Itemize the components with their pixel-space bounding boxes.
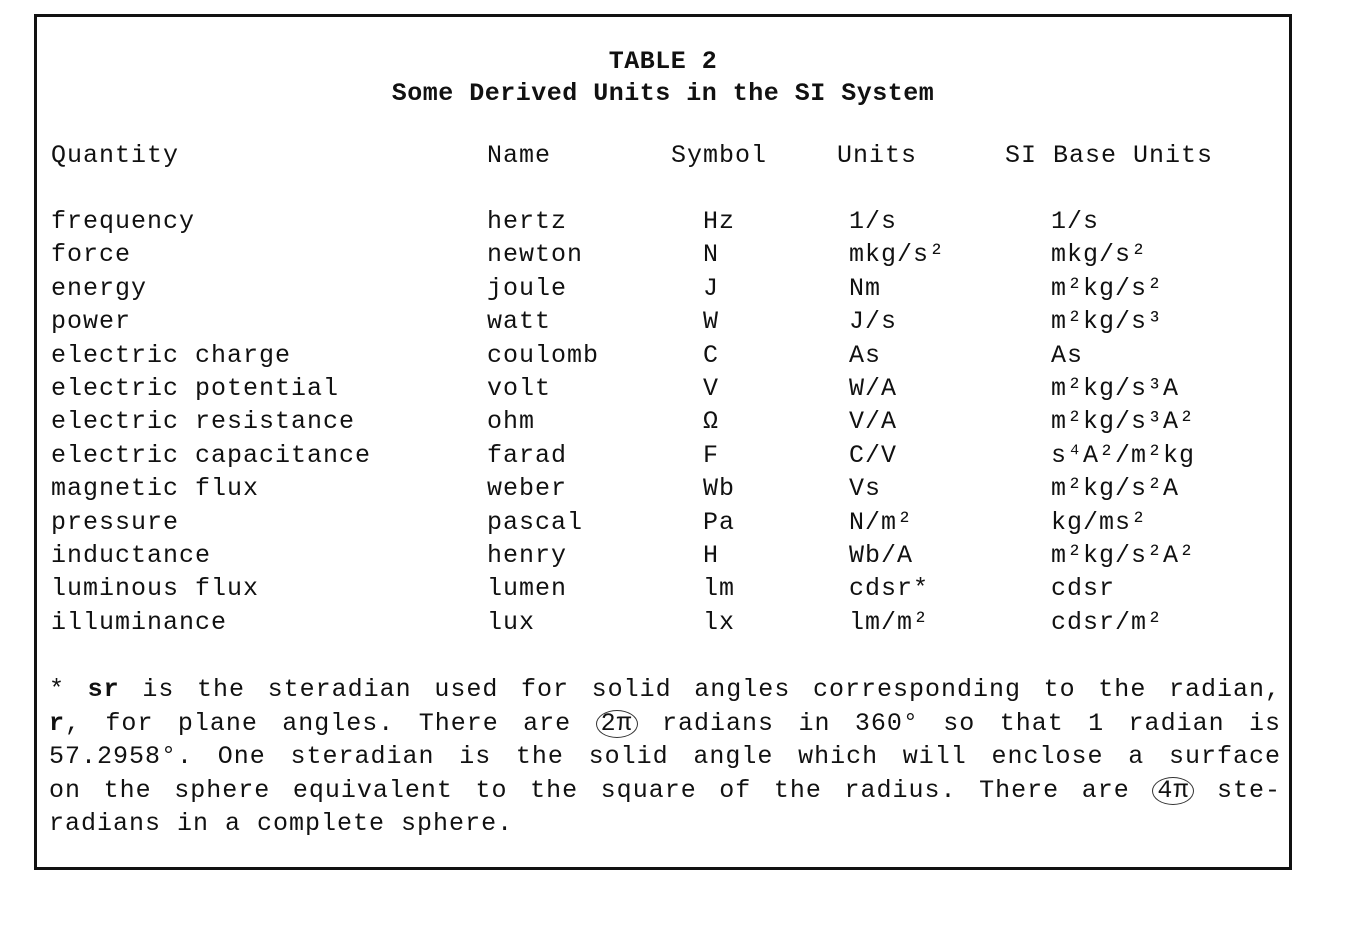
table-row [37, 574, 1289, 607]
table-row [37, 240, 1289, 273]
table-title: Some Derived Units in the SI System [391, 79, 935, 108]
column-header-quantity: Quantity [51, 141, 180, 170]
table-row [37, 541, 1289, 574]
base-units-cell: 1/s [1051, 207, 1100, 236]
name-cell: lux [487, 607, 536, 637]
column-header-units: Units [837, 141, 918, 170]
table-row [37, 508, 1289, 541]
column-header-si-base-units: SI Base Units [1005, 141, 1214, 170]
units-cell: As [849, 340, 882, 370]
quantity-cell: frequency [51, 207, 196, 236]
symbol-cell: Ω [703, 407, 720, 437]
name-cell: watt [487, 307, 552, 337]
quantity-cell: power [51, 307, 132, 337]
table-row [37, 207, 1289, 240]
two-pi-circled: 2π [596, 710, 638, 738]
footnote-line: radians in a complete sphere. [49, 809, 514, 839]
quantity-cell: inductance [51, 540, 212, 570]
name-cell: volt [487, 373, 552, 403]
footnote-line [49, 774, 1281, 808]
name-cell: joule [487, 273, 568, 303]
units-cell: C/V [849, 440, 898, 470]
name-cell: hertz [487, 207, 568, 236]
units-cell: lm/m² [849, 607, 930, 637]
asterisk: * [49, 675, 88, 704]
symbol-cell: W [703, 307, 720, 337]
symbol-cell: J [703, 273, 720, 303]
footnote-text: radians in 360° so that 1 radian is [637, 708, 1281, 738]
units-cell: W/A [849, 373, 898, 403]
symbol-cell: Hz [703, 207, 736, 236]
table-body [37, 207, 1289, 641]
name-cell: coulomb [487, 340, 600, 370]
r-term: r [49, 708, 66, 738]
footnote-line: 57.2958°. One steradian is the solid angle which will enclose a surface [49, 742, 1281, 772]
base-units-cell: mkg/s² [1051, 240, 1148, 270]
column-header-name: Name [487, 141, 552, 170]
name-cell: newton [487, 240, 584, 270]
name-cell: pascal [487, 507, 584, 537]
footnote-text: , for plane angles. There are [65, 708, 596, 738]
quantity-cell: electric capacitance [51, 440, 372, 470]
units-cell: V/A [849, 407, 898, 437]
base-units-cell: m²kg/s²A [1051, 474, 1180, 504]
table-row [37, 441, 1289, 474]
base-units-cell: m²kg/s³A [1051, 373, 1180, 403]
symbol-cell: C [703, 340, 720, 370]
footnote-text: on the sphere equivalent to the square of the radius. There are [49, 775, 1153, 805]
quantity-cell: electric resistance [51, 407, 356, 437]
symbol-cell: N [703, 240, 720, 270]
base-units-cell: m²kg/s² [1051, 273, 1164, 303]
units-cell: Wb/A [849, 540, 914, 570]
table-row [37, 307, 1289, 340]
footnote-text: is the steradian used for solid angles corresponding to the radian, [119, 675, 1281, 704]
quantity-cell: illuminance [51, 607, 228, 637]
table-label: TABLE 2 [608, 47, 718, 76]
sr-term: sr [87, 675, 120, 704]
column-header-symbol: Symbol [671, 141, 768, 170]
base-units-cell: m²kg/s³A² [1051, 407, 1196, 437]
quantity-cell: magnetic flux [51, 474, 260, 504]
symbol-cell: lm [703, 574, 736, 604]
base-units-cell: m²kg/s²A² [1051, 540, 1196, 570]
quantity-cell: electric potential [51, 373, 340, 403]
symbol-cell: H [703, 540, 720, 570]
base-units-cell: cdsr/m² [1051, 607, 1164, 637]
table-row [37, 407, 1289, 440]
symbol-cell: lx [703, 607, 736, 637]
footnote-line [49, 707, 1281, 741]
name-cell: henry [487, 540, 568, 570]
name-cell: weber [487, 474, 568, 504]
name-cell: lumen [487, 574, 568, 604]
symbol-cell: Pa [703, 507, 736, 537]
base-units-cell: kg/ms² [1051, 507, 1148, 537]
quantity-cell: pressure [51, 507, 180, 537]
base-units-cell: cdsr [1051, 574, 1116, 604]
footnote-text: ste- [1194, 775, 1282, 805]
symbol-cell: V [703, 373, 720, 403]
quantity-cell: luminous flux [51, 574, 260, 604]
base-units-cell: s⁴A²/m²kg [1051, 440, 1196, 470]
name-cell: farad [487, 440, 568, 470]
footnote [49, 673, 1281, 841]
table-row [37, 341, 1289, 374]
units-cell: cdsr* [849, 574, 930, 604]
four-pi-circled: 4π [1152, 777, 1194, 805]
units-cell: Vs [849, 474, 882, 504]
table-frame [34, 14, 1292, 870]
table-row [37, 608, 1289, 641]
base-units-cell: As [1051, 340, 1084, 370]
quantity-cell: energy [51, 273, 148, 303]
table-row [37, 474, 1289, 507]
units-cell: mkg/s² [849, 240, 946, 270]
quantity-cell: electric charge [51, 340, 292, 370]
symbol-cell: Wb [703, 474, 736, 504]
footnote-line [49, 673, 1281, 707]
table-row [37, 374, 1289, 407]
units-cell: J/s [849, 307, 898, 337]
units-cell: N/m² [849, 507, 914, 537]
base-units-cell: m²kg/s³ [1051, 307, 1164, 337]
units-cell: Nm [849, 273, 882, 303]
name-cell: ohm [487, 407, 536, 437]
quantity-cell: force [51, 240, 132, 270]
units-cell: 1/s [849, 207, 898, 236]
symbol-cell: F [703, 440, 720, 470]
table-row [37, 274, 1289, 307]
